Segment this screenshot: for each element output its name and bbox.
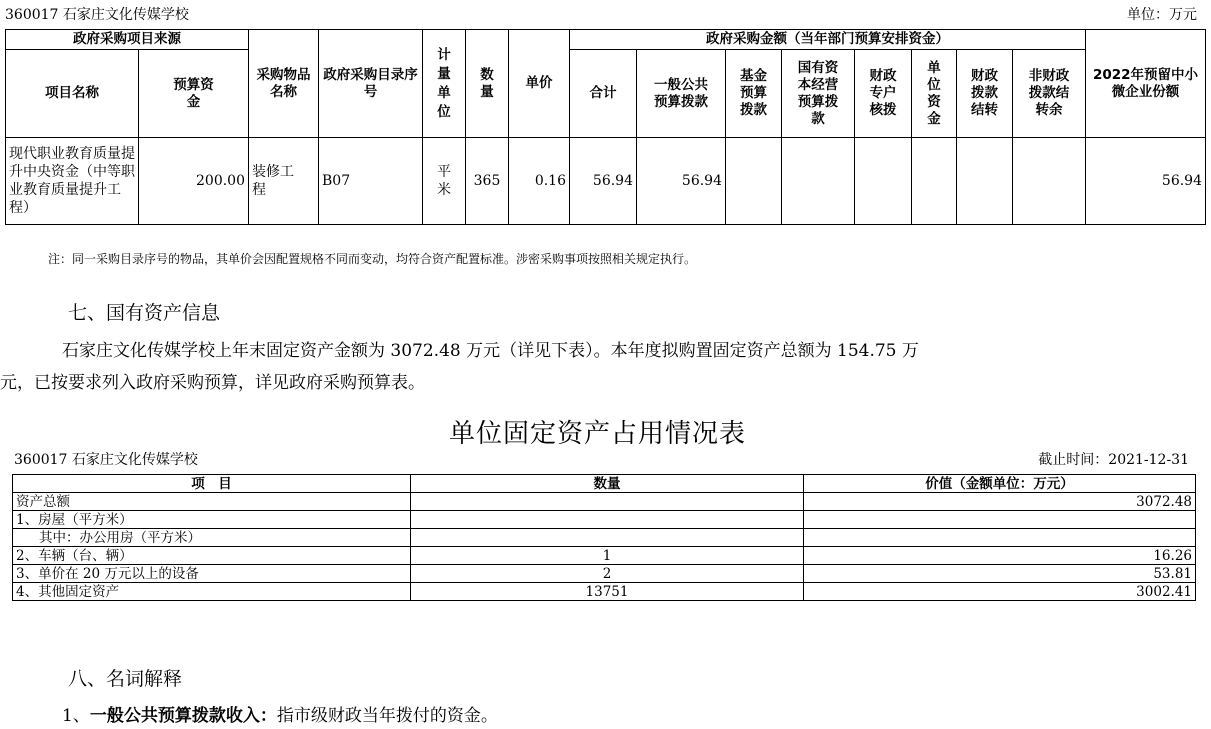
procurement-table	[5, 29, 1206, 225]
cell-budget: 200.00	[139, 138, 249, 225]
asset-header-qty: 数量	[411, 475, 804, 493]
asset-value	[804, 529, 1196, 547]
cell-unit: 平米	[423, 138, 466, 225]
header-source-group: 政府采购项目来源	[6, 30, 249, 50]
currency-unit: 单位：万元	[1127, 7, 1197, 23]
header-sme: 2022年预留中小微企业份额	[1086, 30, 1206, 138]
asset-as-of-date: 截止时间：2021-12-31	[1038, 452, 1189, 468]
asset-header-item: 项 目	[13, 475, 411, 493]
asset-item: 资产总额	[13, 493, 411, 511]
asset-unit-code: 360017 石家庄文化传媒学校	[14, 452, 198, 468]
definition-item	[62, 706, 498, 726]
table-row	[13, 583, 1196, 601]
header-unit: 计量单位	[423, 30, 466, 138]
asset-qty	[411, 493, 804, 511]
table-row	[13, 493, 1196, 511]
asset-value: 3002.41	[804, 583, 1196, 601]
asset-qty: 2	[411, 565, 804, 583]
section7-paragraph-line1: 石家庄文化传媒学校上年末固定资产金额为 3072.48 万元（详见下表）。本年度拟购置固定资产总额为 154.75 万	[62, 341, 919, 361]
asset-table	[12, 474, 1196, 601]
header-carry: 财政拨款结转	[957, 50, 1013, 138]
asset-header-value: 价值（金额单位：万元）	[804, 475, 1196, 493]
header-general: 一般公共预算拨款	[637, 50, 726, 138]
cell-total: 56.94	[570, 138, 637, 225]
asset-item: 4、其他固定资产	[13, 583, 411, 601]
definition-term: 一般公共预算拨款收入：	[89, 706, 277, 726]
header-project-name: 项目名称	[6, 50, 139, 138]
header-total: 合计	[570, 50, 637, 138]
cell-carry	[957, 138, 1013, 225]
asset-qty: 1	[411, 547, 804, 565]
cell-soe	[782, 138, 855, 225]
cell-price: 0.16	[509, 138, 570, 225]
asset-value: 53.81	[804, 565, 1196, 583]
table-row	[13, 547, 1196, 565]
header-fund: 基金预算拨款	[726, 50, 782, 138]
asset-qty: 13751	[411, 583, 804, 601]
header-budget: 预算资金	[139, 50, 249, 138]
table-note: 注：同一采购目录序号的物品，其单价会因配置规格不同而变动，均符合资产配置标准。涉密采购事项按照相关规定执行。	[48, 252, 697, 266]
definition-text: 指市级财政当年拨付的资金。	[276, 706, 498, 726]
cell-fund	[726, 138, 782, 225]
table-row	[6, 138, 1206, 225]
cell-item-name: 装修工程	[249, 138, 319, 225]
asset-qty	[411, 529, 804, 547]
table-row	[13, 511, 1196, 529]
header-soe: 国有资本经营预算拨款	[782, 50, 855, 138]
section8-heading: 八、名词解释	[68, 668, 183, 690]
header-price: 单价	[509, 30, 570, 138]
asset-value: 16.26	[804, 547, 1196, 565]
unit-code: 360017 石家庄文化传媒学校	[5, 7, 189, 23]
cell-qty: 365	[466, 138, 509, 225]
asset-table-title: 单位固定资产占用情况表	[449, 419, 747, 449]
table-row	[13, 529, 1196, 547]
asset-item: 1、房屋（平方米）	[13, 511, 411, 529]
cell-special	[855, 138, 912, 225]
header-catalog: 政府采购目录序号	[319, 30, 423, 138]
header-qty: 数量	[466, 30, 509, 138]
cell-sme: 56.94	[1086, 138, 1206, 225]
header-item-name: 采购物品名称	[249, 30, 319, 138]
asset-value	[804, 511, 1196, 529]
section7-heading: 七、国有资产信息	[68, 302, 221, 324]
cell-project-name: 现代职业教育质量提升中央资金（中等职业教育质量提升工程）	[6, 138, 139, 225]
cell-noncarry	[1013, 138, 1086, 225]
asset-qty	[411, 511, 804, 529]
definition-number: 1、	[62, 706, 90, 726]
header-amount-group: 政府采购金额（当年部门预算安排资金）	[570, 30, 1086, 50]
section7-paragraph-line2: 元，已按要求列入政府采购预算，详见政府采购预算表。	[0, 373, 425, 393]
header-own: 单位资金	[912, 50, 957, 138]
asset-item: 其中：办公用房（平方米）	[13, 529, 411, 547]
header-noncarry: 非财政拨款结转余	[1013, 50, 1086, 138]
asset-value: 3072.48	[804, 493, 1196, 511]
cell-catalog: B07	[319, 138, 423, 225]
cell-own	[912, 138, 957, 225]
asset-item: 3、单价在 20 万元以上的设备	[13, 565, 411, 583]
table-row	[13, 565, 1196, 583]
header-special: 财政专户核拨	[855, 50, 912, 138]
asset-item: 2、车辆（台、辆）	[13, 547, 411, 565]
cell-general: 56.94	[637, 138, 726, 225]
